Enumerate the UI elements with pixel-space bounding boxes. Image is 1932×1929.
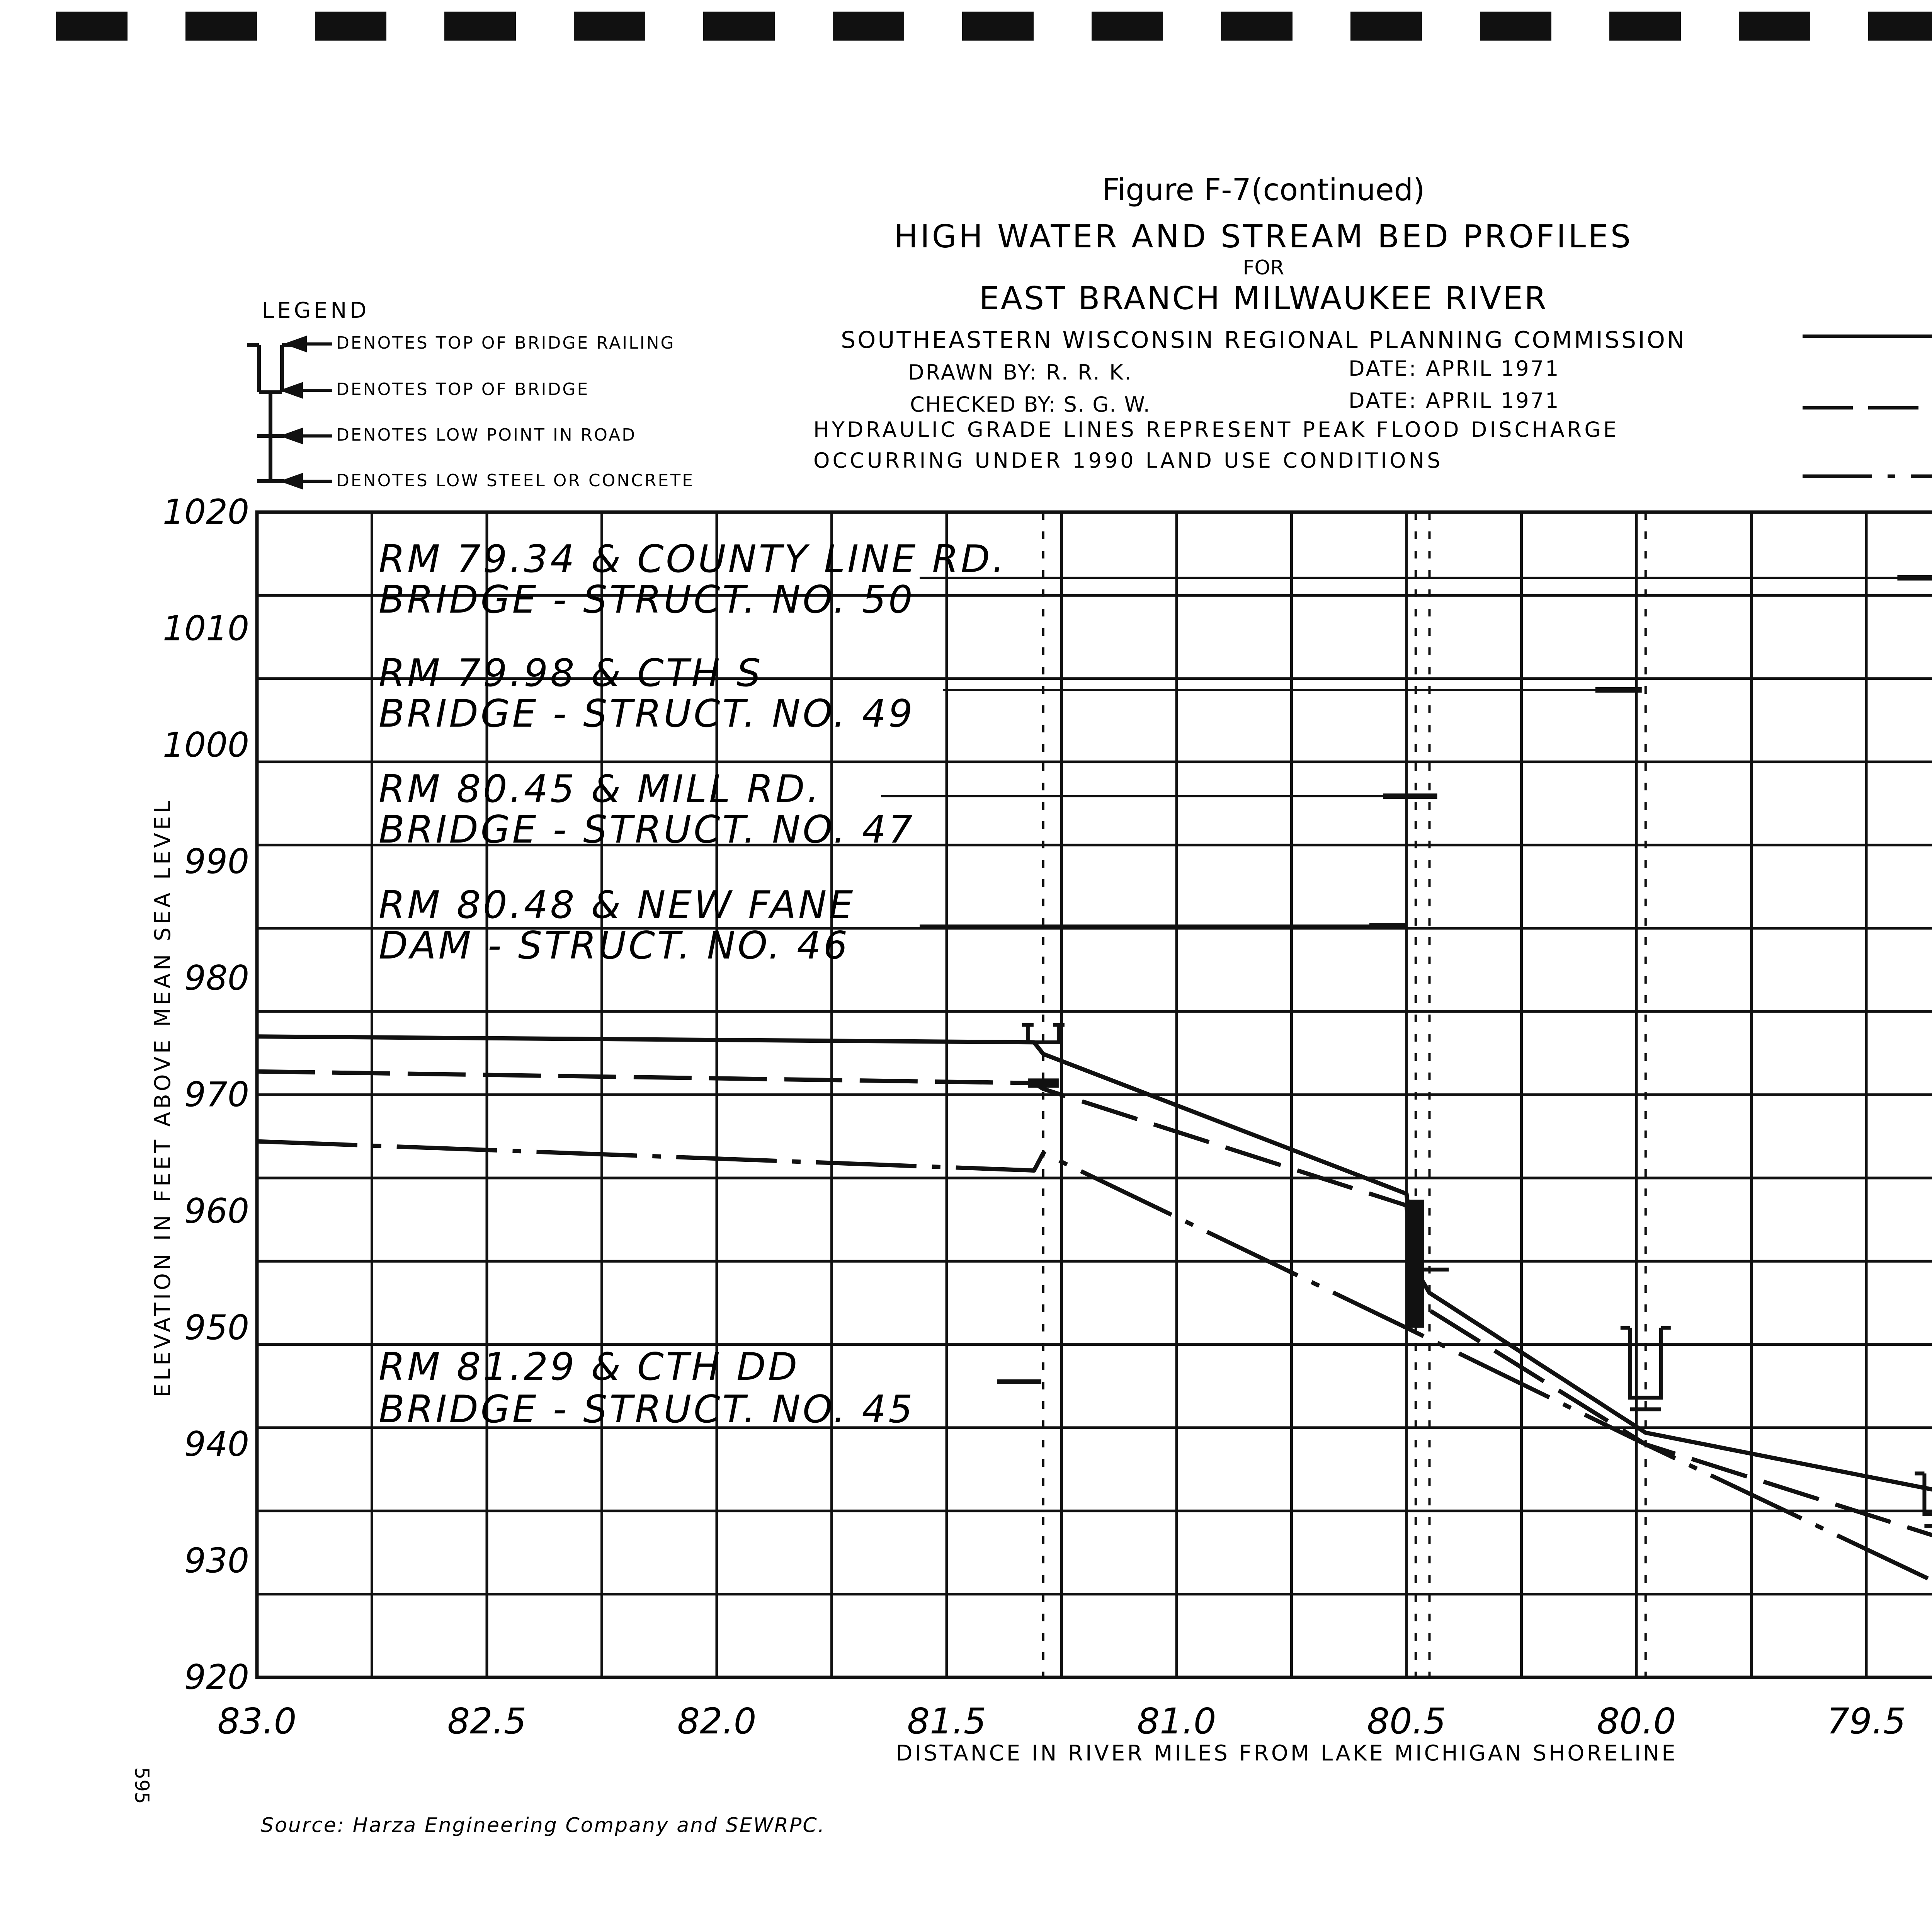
x-axis-title: DISTANCE IN RIVER MILES FROM LAKE MICHIGAN SHORELINE [896, 1741, 1678, 1766]
x-tick-label: 79.5 [1827, 1701, 1906, 1742]
dam-block [1407, 1200, 1424, 1328]
y-tick-label-left: 950 [184, 1308, 249, 1348]
commission-name: SOUTHEASTERN WISCONSIN REGIONAL PLANNING COMMISSION [841, 327, 1686, 354]
y-tick-label-left: 970 [184, 1074, 249, 1115]
legend-arrows [284, 338, 332, 487]
punch-mark [1609, 12, 1681, 41]
legend-item-low-road: DENOTES LOW POINT IN ROAD [336, 425, 637, 445]
punch-mark [1868, 12, 1932, 41]
legend-item-railing: DENOTES TOP OF BRIDGE RAILING [336, 333, 675, 353]
structure-label-line-2: BRIDGE - STRUCT. NO. 50 [379, 578, 915, 622]
figure-label: Figure F-7(continued) [1102, 173, 1425, 208]
y-tick-label-left: 990 [184, 841, 249, 882]
structure-label-line-2: BRIDGE - STRUCT. NO. 47 [379, 808, 915, 852]
punch-mark [1350, 12, 1422, 41]
structure-label-line-1: RM 79.34 & COUNTY LINE RD. [379, 537, 1007, 581]
x-tick-label: 82.5 [447, 1701, 527, 1742]
legend-item-top-bridge: DENOTES TOP OF BRIDGE [336, 380, 590, 399]
x-tick-label: 83.0 [217, 1701, 297, 1742]
punch-mark [185, 12, 257, 41]
note-line-2: OCCURRING UNDER 1990 LAND USE CONDITIONS [813, 448, 1443, 473]
x-tick-label: 80.5 [1367, 1701, 1446, 1742]
legend-symbol [247, 345, 294, 481]
source-note: Source: Harza Engineering Company and SEWRPC. [261, 1814, 826, 1837]
title-line-1: HIGH WATER AND STREAM BED PROFILES [894, 218, 1633, 255]
low-steel-marker [1028, 1078, 1059, 1088]
line-legend [1803, 326, 1932, 486]
y-tick-label-left: 960 [184, 1191, 249, 1231]
punch-mark [1480, 12, 1551, 41]
y-tick-label-left: 1000 [163, 725, 249, 765]
y-tick-label-left: 1020 [163, 492, 249, 532]
x-tick-label: 81.0 [1137, 1701, 1216, 1742]
y-axis-title-left: ELEVATION IN FEET ABOVE MEAN SEA LEVEL [150, 798, 175, 1398]
structure-label-line-2: BRIDGE - STRUCT. NO. 45 [379, 1388, 915, 1432]
date-drawn: DATE: APRIL 1971 [1349, 356, 1560, 381]
page-number: 595 [131, 1767, 153, 1804]
punch-mark [444, 12, 516, 41]
x-tick-label: 82.0 [677, 1701, 757, 1742]
punch-mark [56, 12, 128, 41]
punch-mark [962, 12, 1034, 41]
structure-label-line-1: RM 79.98 & CTH S [379, 651, 763, 695]
punch-mark [703, 12, 775, 41]
punch-mark [1092, 12, 1163, 41]
structure-label-line-2: DAM - STRUCT. NO. 46 [379, 924, 850, 968]
y-tick-label-left: 920 [184, 1657, 249, 1697]
y-tick-label-left: 1010 [163, 608, 249, 649]
drawn-by: DRAWN BY: R. R. K. [908, 360, 1133, 385]
structure-label-line-1: RM 80.45 & MILL RD. [379, 767, 821, 811]
chart-series [257, 1037, 1932, 1619]
legend-title: LEGEND [262, 298, 370, 323]
y-tick-label-left: 940 [184, 1424, 249, 1464]
x-tick-label: 80.0 [1597, 1701, 1676, 1742]
punch-mark [1739, 12, 1810, 41]
symbol-legend [247, 298, 694, 490]
legend-item-low-steel: DENOTES LOW STEEL OR CONCRETE [336, 471, 695, 490]
punch-mark [574, 12, 645, 41]
date-checked: DATE: APRIL 1971 [1349, 388, 1560, 413]
title-for: FOR [1243, 256, 1284, 279]
checked-by: CHECKED BY: S. G. W. [910, 392, 1151, 417]
title-river: EAST BRANCH MILWAUKEE RIVER [979, 280, 1548, 317]
structure-label-line-2: BRIDGE - STRUCT. NO. 49 [379, 692, 915, 736]
punch-mark [1221, 12, 1293, 41]
structure-label-line-1: RM 80.48 & NEW FANE [379, 883, 855, 927]
punch-mark [833, 12, 904, 41]
x-tick-label: 81.5 [907, 1701, 986, 1742]
structure-label-line-1: RM 81.29 & CTH DD [379, 1345, 800, 1389]
y-tick-label-left: 980 [184, 958, 249, 998]
series-line-10yr [257, 1071, 1932, 1555]
y-tick-label-left: 930 [184, 1541, 249, 1581]
structure-labels [379, 537, 1932, 1432]
note-line-1: HYDRAULIC GRADE LINES REPRESENT PEAK FLOOD DISCHARGE [813, 417, 1619, 442]
punch-mark [315, 12, 386, 41]
bridge-deck-symbol [1924, 1473, 1932, 1514]
binding-strip [56, 12, 1932, 41]
series-line-100yr [257, 1037, 1932, 1520]
